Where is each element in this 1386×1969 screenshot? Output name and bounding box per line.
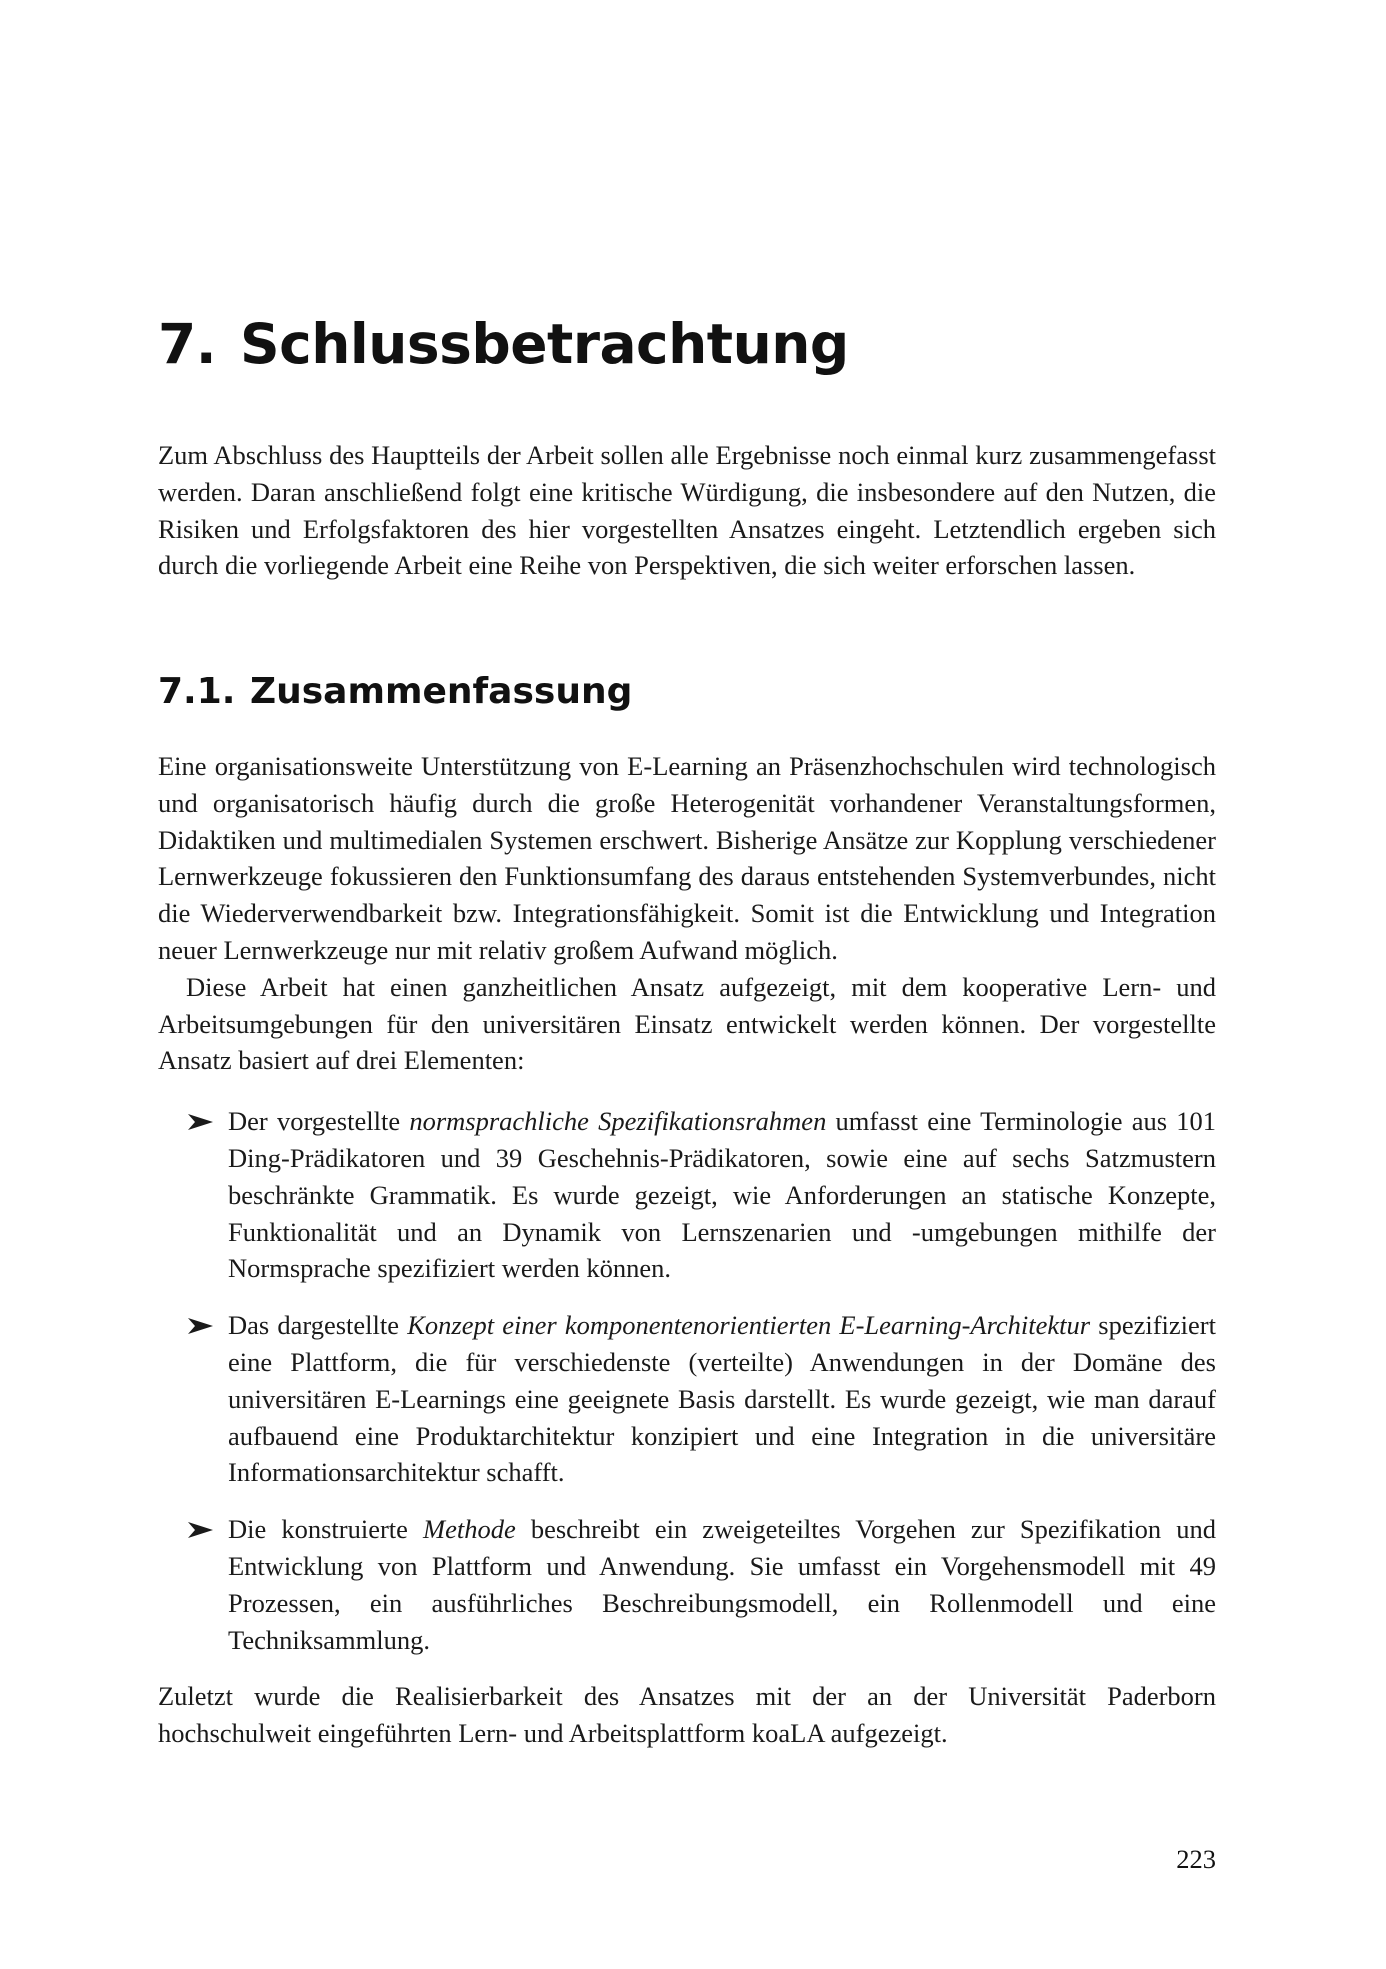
bullet-text-start: Der vorgestellte (228, 1106, 410, 1137)
section-title: Zusammenfassung (250, 671, 633, 712)
section-heading (158, 671, 632, 712)
bullet-text-start: Das dargestellte (228, 1310, 408, 1341)
closing-paragraph: Zuletzt wurde die Realisierbarkeit des Ansatzes mit der an der Universität Paderborn hochschulweit eingeführten Lern- und Arbeitsplattform koaLA aufgezeigt. (158, 1681, 1216, 1749)
arrowhead-bullet-icon (186, 1307, 216, 1343)
arrowhead-bullet-icon (186, 1103, 216, 1139)
bullet-item (158, 1307, 1216, 1491)
bullet-emphasis: normsprachliche Spezifikationsrahmen (409, 1106, 827, 1137)
bullet-item (158, 1103, 1216, 1287)
bullet-item (158, 1511, 1216, 1658)
chapter-title: Schlussbetrachtung (240, 312, 849, 376)
arrowhead-bullet-icon (186, 1511, 216, 1547)
chapter-number: 7. (158, 312, 217, 376)
bullet-text-rest: umfasst eine Terminologie aus 101 Ding-Prädikatoren und 39 Geschehnis-Prädikatoren, sowie eine auf sechs Satzmustern beschränkte Grammatik. Es wurde gezeigt, wie Anforderungen an statische Konzepte, Funktionalität und an Dynamik von Lernszenarien und -umgebungen mithilfe der Normsprache spezifiziert werden können. (228, 1106, 1217, 1284)
paragraph-2: Diese Arbeit hat einen ganzheitlichen Ansatz aufgezeigt, mit dem kooperative Lern- und Arbeitsumgebungen für den universitären Einsatz entwickelt werden können. Der vorgestellte Ansatz basiert auf drei Elementen: (158, 971, 1216, 1076)
bullet-emphasis: Methode (423, 1514, 516, 1545)
chapter-intro (158, 437, 1216, 584)
intro-paragraph: Zum Abschluss des Hauptteils der Arbeit sollen alle Ergebnisse noch einmal kurz zusammengefasst werden. Daran anschließend folgt eine kritische Würdigung, die insbesondere auf den Nutzen, die Risiken und Erfolgsfaktoren des hier vorgestellten Ansatzes eingeht. Letztendlich ergeben sich durch die vorliegende Arbeit eine Reihe von Perspektiven, die sich weiter erforschen lassen. (158, 440, 1216, 581)
chapter-heading (158, 312, 849, 376)
paragraph-1: Eine organisationsweite Unterstützung von E-Learning an Präsenzhochschulen wird technologisch und organisatorisch häufig durch die große Heterogenität vorhandener Veranstaltungsformen, Didaktiken und multimedialen Systemen erschwert. Bisherige Ansätze zur Kopplung verschiedener Lernwerkzeuge fokussieren den Funktionsumfang des daraus entstehenden Systemverbundes, nicht die Wiederverwendbarkeit bzw. Integrationsfähigkeit. Somit ist die Entwicklung und Integration neuer Lernwerkzeuge nur mit relativ großem Aufwand möglich. (158, 751, 1216, 965)
section-body (158, 748, 1216, 1752)
bullet-text-rest: beschreibt ein zweigeteiltes Vorgehen zur Spezifikation und Entwicklung von Plattform und Anwendung. Sie umfasst ein Vorgehensmodell mit 49 Prozessen, ein ausführliches Beschreibungsmodell, ein Rollenmodell und eine Techniksammlung. (228, 1514, 1216, 1655)
bullet-text-rest: spezifiziert eine Plattform, die für verschiedenste (verteilte) Anwendungen in der Domäne des universitären E-Learnings eine geeignete Basis darstellt. Es wurde gezeigt, wie man darauf aufbauend eine Produktarchitektur konzipiert und eine Integration in die universitäre Informationsarchitektur schafft. (228, 1310, 1216, 1488)
bullet-emphasis: Konzept einer komponentenorientierten E-Learning-Architektur (407, 1310, 1091, 1341)
page-number: 223 (1176, 1844, 1216, 1874)
bullet-text-start: Die konstruierte (228, 1514, 424, 1545)
section-number: 7.1. (158, 671, 236, 712)
bullet-list (158, 1103, 1216, 1658)
document-page (158, 0, 1216, 1969)
